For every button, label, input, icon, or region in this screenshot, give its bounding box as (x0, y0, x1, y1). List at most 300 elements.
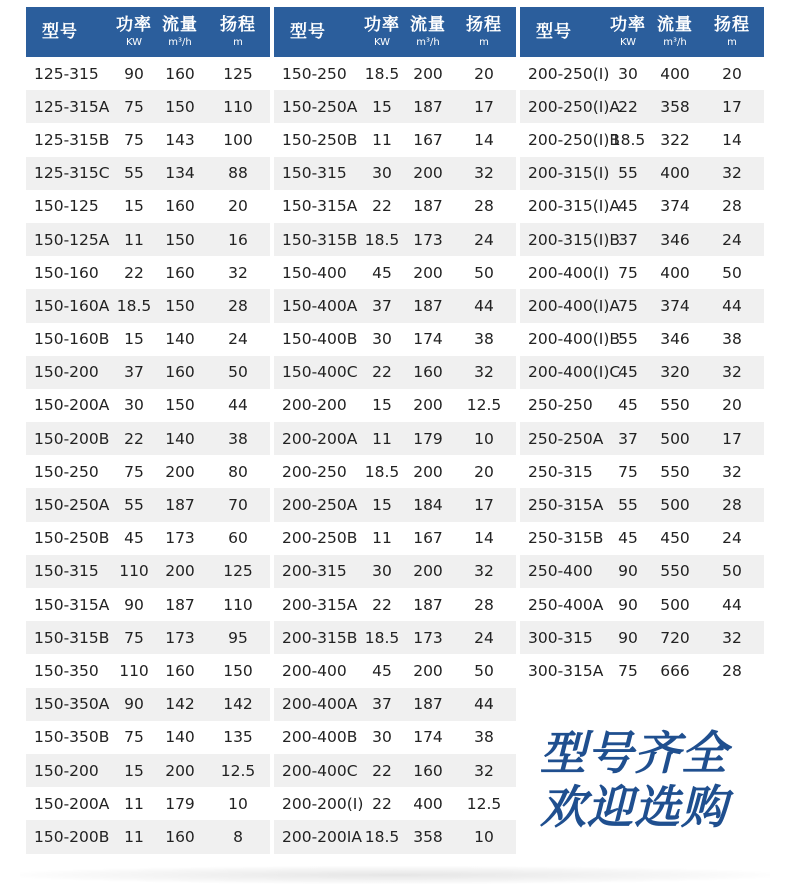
cell-model: 150-250 (34, 462, 99, 481)
cell-flow: 150 (165, 296, 195, 315)
cell-model: 150-200B (34, 429, 110, 448)
cell-head: 32 (722, 363, 742, 382)
cell-power: 30 (372, 728, 392, 747)
cell-model: 200-250(I)B (528, 130, 621, 149)
cell-model: 250-400A (528, 595, 604, 614)
cell-head: 125 (223, 64, 253, 83)
cell-flow: 140 (165, 429, 195, 448)
cell-head: 32 (722, 164, 742, 183)
cell-model: 150-315B (34, 628, 110, 647)
cell-power: 75 (124, 628, 144, 647)
table-row (274, 223, 516, 256)
table-row (520, 555, 764, 588)
cell-flow: 320 (660, 363, 690, 382)
cell-head: 24 (228, 330, 248, 349)
cell-flow: 173 (413, 628, 443, 647)
slogan-line-2: 欢迎选购 (540, 780, 728, 834)
table-row (26, 422, 270, 455)
cell-model: 150-350B (34, 728, 110, 747)
table-row (274, 820, 516, 853)
cell-flow: 400 (660, 164, 690, 183)
cell-flow: 187 (413, 695, 443, 714)
cell-power: 11 (124, 230, 144, 249)
cell-head: 70 (228, 496, 248, 515)
cell-head: 80 (228, 462, 248, 481)
cell-model: 150-200A (34, 794, 110, 813)
cell-head: 28 (474, 197, 494, 216)
cell-power: 75 (124, 130, 144, 149)
cell-power: 18.5 (364, 230, 400, 249)
cell-flow: 142 (165, 695, 195, 714)
table-row (26, 289, 270, 322)
table-header (274, 7, 516, 57)
table-row (520, 588, 764, 621)
table-row (26, 389, 270, 422)
cell-model: 150-160 (34, 263, 99, 282)
cell-head: 60 (228, 529, 248, 548)
cell-model: 200-200(I) (282, 794, 364, 813)
cell-model: 150-315 (34, 562, 99, 581)
pump-spec-table-1 (26, 7, 270, 854)
cell-flow: 720 (660, 628, 690, 647)
cell-flow: 500 (660, 595, 690, 614)
cell-power: 15 (124, 197, 144, 216)
cell-head: 17 (474, 97, 494, 116)
table-body (520, 57, 764, 688)
cell-head: 24 (722, 529, 742, 548)
table-row (274, 555, 516, 588)
cell-power: 90 (124, 695, 144, 714)
cell-flow: 550 (660, 462, 690, 481)
cell-model: 150-250B (282, 130, 358, 149)
cell-model: 250-250 (528, 396, 593, 415)
cell-flow: 173 (413, 230, 443, 249)
cell-head: 10 (474, 827, 494, 846)
cell-head: 125 (223, 562, 253, 581)
cell-head: 50 (722, 562, 742, 581)
cell-power: 37 (372, 296, 392, 315)
cell-head: 95 (228, 628, 248, 647)
cell-model: 250-315B (528, 529, 604, 548)
cell-head: 10 (474, 429, 494, 448)
cell-flow: 666 (660, 661, 690, 680)
cell-head: 28 (474, 595, 494, 614)
cell-power: 18.5 (610, 130, 646, 149)
cell-power: 37 (372, 695, 392, 714)
cell-flow: 200 (413, 562, 443, 581)
cell-model: 200-400(I) (528, 263, 610, 282)
cell-model: 150-200 (34, 363, 99, 382)
cell-flow: 160 (413, 761, 443, 780)
cell-power: 11 (124, 794, 144, 813)
header-head: 扬程 m (466, 14, 502, 48)
cell-flow: 184 (413, 496, 443, 515)
cell-flow: 160 (165, 197, 195, 216)
table-row (26, 323, 270, 356)
cell-head: 32 (474, 761, 494, 780)
header-power: 功率 KW (610, 14, 646, 48)
table-row (26, 157, 270, 190)
table-row (274, 588, 516, 621)
cell-flow: 150 (165, 396, 195, 415)
header-power: 功率 KW (364, 14, 400, 48)
cell-power: 75 (618, 296, 638, 315)
table-row (274, 57, 516, 90)
cell-power: 90 (124, 64, 144, 83)
cell-model: 200-250B (282, 529, 358, 548)
cell-power: 55 (618, 164, 638, 183)
table-row (274, 621, 516, 654)
table-row (26, 721, 270, 754)
cell-power: 75 (124, 97, 144, 116)
cell-head: 17 (474, 496, 494, 515)
cell-head: 44 (722, 296, 742, 315)
header-model: 型号 (42, 21, 78, 42)
header-flow: 流量 m³/h (657, 14, 693, 48)
cell-power: 22 (618, 97, 638, 116)
cell-head: 14 (474, 529, 494, 548)
cell-flow: 160 (413, 363, 443, 382)
cell-head: 20 (474, 64, 494, 83)
table-row (520, 522, 764, 555)
cell-flow: 500 (660, 429, 690, 448)
cell-power: 22 (372, 363, 392, 382)
cell-flow: 200 (413, 462, 443, 481)
cell-model: 200-315A (282, 595, 358, 614)
cell-power: 90 (124, 595, 144, 614)
cell-head: 32 (474, 164, 494, 183)
table-row (274, 389, 516, 422)
cell-head: 32 (228, 263, 248, 282)
cell-head: 50 (474, 263, 494, 282)
cell-head: 14 (474, 130, 494, 149)
cell-model: 150-250B (34, 529, 110, 548)
cell-model: 200-250A (282, 496, 358, 515)
table-row (26, 588, 270, 621)
cell-power: 22 (124, 263, 144, 282)
cell-flow: 200 (413, 263, 443, 282)
cell-power: 11 (124, 827, 144, 846)
cell-power: 30 (372, 562, 392, 581)
cell-head: 12.5 (466, 396, 502, 415)
table-row (26, 488, 270, 521)
cell-power: 90 (618, 562, 638, 581)
cell-flow: 173 (165, 628, 195, 647)
table-row (26, 90, 270, 123)
cell-head: 38 (228, 429, 248, 448)
cell-model: 200-315(I)A (528, 197, 621, 216)
cell-power: 45 (618, 529, 638, 548)
cell-flow: 150 (165, 97, 195, 116)
table-row (520, 422, 764, 455)
cell-flow: 200 (165, 462, 195, 481)
pump-spec-table-3 (520, 7, 764, 688)
cell-head: 142 (223, 695, 253, 714)
cell-power: 18.5 (364, 628, 400, 647)
table-row (26, 688, 270, 721)
cell-power: 45 (372, 263, 392, 282)
cell-flow: 550 (660, 562, 690, 581)
cell-model: 250-400 (528, 562, 593, 581)
cell-power: 22 (372, 197, 392, 216)
cell-head: 17 (722, 97, 742, 116)
table-row (26, 787, 270, 820)
table-row (274, 256, 516, 289)
cell-head: 44 (722, 595, 742, 614)
cell-flow: 358 (660, 97, 690, 116)
cell-model: 150-315B (282, 230, 358, 249)
cell-power: 90 (618, 595, 638, 614)
cell-power: 55 (618, 496, 638, 515)
header-flow: 流量 m³/h (162, 14, 198, 48)
cell-model: 200-400(I)C (528, 363, 621, 382)
cell-head: 50 (474, 661, 494, 680)
cell-power: 45 (618, 363, 638, 382)
table-row (520, 157, 764, 190)
cell-power: 15 (372, 396, 392, 415)
cell-model: 150-250 (282, 64, 347, 83)
cell-model: 200-200IA (282, 827, 362, 846)
cell-model: 200-315 (282, 562, 347, 581)
cell-head: 10 (228, 794, 248, 813)
table-row (274, 356, 516, 389)
table-row (520, 455, 764, 488)
cell-flow: 200 (413, 164, 443, 183)
table-row (520, 256, 764, 289)
cell-power: 45 (618, 197, 638, 216)
cell-flow: 400 (660, 64, 690, 83)
slogan (540, 726, 760, 834)
table-row (26, 654, 270, 687)
cell-head: 16 (228, 230, 248, 249)
cell-model: 150-350A (34, 695, 110, 714)
header-head: 扬程 m (220, 14, 256, 48)
table-body (274, 57, 516, 854)
bottom-shadow (20, 866, 770, 884)
cell-flow: 400 (413, 794, 443, 813)
table-row (26, 256, 270, 289)
cell-flow: 173 (165, 529, 195, 548)
cell-flow: 187 (413, 97, 443, 116)
cell-head: 88 (228, 164, 248, 183)
cell-head: 38 (722, 330, 742, 349)
cell-head: 38 (474, 330, 494, 349)
cell-power: 15 (124, 330, 144, 349)
table-row (520, 223, 764, 256)
cell-power: 55 (124, 496, 144, 515)
cell-flow: 160 (165, 263, 195, 282)
table-row (274, 455, 516, 488)
cell-flow: 374 (660, 197, 690, 216)
cell-head: 17 (722, 429, 742, 448)
cell-head: 8 (233, 827, 243, 846)
table-row (520, 356, 764, 389)
cell-flow: 134 (165, 164, 195, 183)
cell-flow: 140 (165, 728, 195, 747)
cell-flow: 179 (165, 794, 195, 813)
cell-model: 150-160B (34, 330, 110, 349)
table-row (274, 90, 516, 123)
cell-flow: 200 (165, 562, 195, 581)
cell-flow: 200 (165, 761, 195, 780)
table-row (520, 90, 764, 123)
cell-head: 50 (722, 263, 742, 282)
cell-flow: 322 (660, 130, 690, 149)
cell-head: 28 (722, 661, 742, 680)
cell-flow: 143 (165, 130, 195, 149)
cell-head: 32 (722, 628, 742, 647)
table-row (520, 190, 764, 223)
cell-power: 37 (618, 429, 638, 448)
table-row (274, 488, 516, 521)
cell-head: 32 (722, 462, 742, 481)
cell-model: 200-200 (282, 396, 347, 415)
cell-flow: 358 (413, 827, 443, 846)
cell-flow: 187 (413, 197, 443, 216)
cell-power: 15 (372, 496, 392, 515)
cell-power: 45 (124, 529, 144, 548)
pump-spec-table-2 (274, 7, 516, 854)
cell-model: 150-400 (282, 263, 347, 282)
cell-head: 150 (223, 661, 253, 680)
cell-power: 75 (618, 263, 638, 282)
cell-head: 20 (228, 197, 248, 216)
table-row (274, 323, 516, 356)
table-row (274, 289, 516, 322)
table-row (520, 289, 764, 322)
cell-model: 125-315 (34, 64, 99, 83)
table-row (274, 522, 516, 555)
table-body (26, 57, 270, 854)
cell-model: 150-400B (282, 330, 358, 349)
cell-power: 22 (372, 761, 392, 780)
cell-flow: 160 (165, 363, 195, 382)
cell-flow: 187 (165, 496, 195, 515)
cell-power: 18.5 (364, 462, 400, 481)
cell-model: 250-315A (528, 496, 604, 515)
cell-flow: 160 (165, 661, 195, 680)
table-row (26, 57, 270, 90)
cell-power: 18.5 (364, 827, 400, 846)
cell-flow: 550 (660, 396, 690, 415)
cell-model: 150-400A (282, 296, 358, 315)
table-row (274, 157, 516, 190)
cell-flow: 187 (413, 595, 443, 614)
cell-model: 150-315A (34, 595, 110, 614)
cell-model: 200-400A (282, 695, 358, 714)
cell-flow: 140 (165, 330, 195, 349)
cell-head: 44 (228, 396, 248, 415)
cell-head: 135 (223, 728, 253, 747)
table-row (26, 455, 270, 488)
table-row (274, 190, 516, 223)
cell-model: 150-315 (282, 164, 347, 183)
cell-model: 150-125 (34, 197, 99, 216)
cell-flow: 174 (413, 728, 443, 747)
cell-power: 11 (372, 130, 392, 149)
cell-head: 100 (223, 130, 253, 149)
table-row (274, 754, 516, 787)
header-power: 功率 KW (116, 14, 152, 48)
table-row (26, 820, 270, 853)
cell-model: 300-315A (528, 661, 604, 680)
table-row (274, 422, 516, 455)
cell-power: 22 (124, 429, 144, 448)
cell-flow: 187 (413, 296, 443, 315)
header-model: 型号 (536, 21, 572, 42)
cell-head: 24 (474, 230, 494, 249)
cell-model: 200-400(I)B (528, 330, 621, 349)
cell-model: 250-315 (528, 462, 593, 481)
header-model: 型号 (290, 21, 326, 42)
table-row (520, 621, 764, 654)
cell-model: 250-250A (528, 429, 604, 448)
cell-model: 150-315A (282, 197, 358, 216)
cell-head: 28 (228, 296, 248, 315)
cell-model: 200-250(I) (528, 64, 610, 83)
cell-flow: 179 (413, 429, 443, 448)
cell-model: 200-400B (282, 728, 358, 747)
cell-power: 75 (618, 661, 638, 680)
cell-model: 200-400C (282, 761, 358, 780)
cell-flow: 500 (660, 496, 690, 515)
cell-model: 150-250A (34, 496, 110, 515)
table-row (274, 688, 516, 721)
table-row (520, 57, 764, 90)
cell-flow: 346 (660, 330, 690, 349)
cell-head: 28 (722, 197, 742, 216)
cell-head: 24 (474, 628, 494, 647)
cell-head: 44 (474, 695, 494, 714)
cell-flow: 200 (413, 396, 443, 415)
cell-power: 75 (618, 462, 638, 481)
cell-head: 20 (474, 462, 494, 481)
cell-power: 110 (119, 562, 149, 581)
table-header (26, 7, 270, 57)
cell-flow: 187 (165, 595, 195, 614)
cell-power: 15 (372, 97, 392, 116)
table-row (274, 654, 516, 687)
cell-head: 24 (722, 230, 742, 249)
cell-power: 18.5 (116, 296, 152, 315)
cell-model: 200-315(I)B (528, 230, 621, 249)
cell-power: 45 (372, 661, 392, 680)
cell-flow: 346 (660, 230, 690, 249)
cell-head: 12.5 (220, 761, 256, 780)
cell-model: 125-315C (34, 164, 110, 183)
cell-model: 125-315B (34, 130, 110, 149)
table-row (26, 754, 270, 787)
cell-head: 32 (474, 363, 494, 382)
table-row (520, 389, 764, 422)
cell-flow: 374 (660, 296, 690, 315)
cell-flow: 174 (413, 330, 443, 349)
cell-power: 55 (618, 330, 638, 349)
table-row (520, 654, 764, 687)
table-row (274, 123, 516, 156)
cell-flow: 160 (165, 64, 195, 83)
header-head: 扬程 m (714, 14, 750, 48)
cell-model: 150-400C (282, 363, 358, 382)
table-row (26, 522, 270, 555)
cell-model: 150-160A (34, 296, 110, 315)
cell-head: 38 (474, 728, 494, 747)
cell-head: 44 (474, 296, 494, 315)
cell-model: 200-400 (282, 661, 347, 680)
cell-power: 30 (372, 164, 392, 183)
cell-power: 45 (618, 396, 638, 415)
cell-flow: 400 (660, 263, 690, 282)
